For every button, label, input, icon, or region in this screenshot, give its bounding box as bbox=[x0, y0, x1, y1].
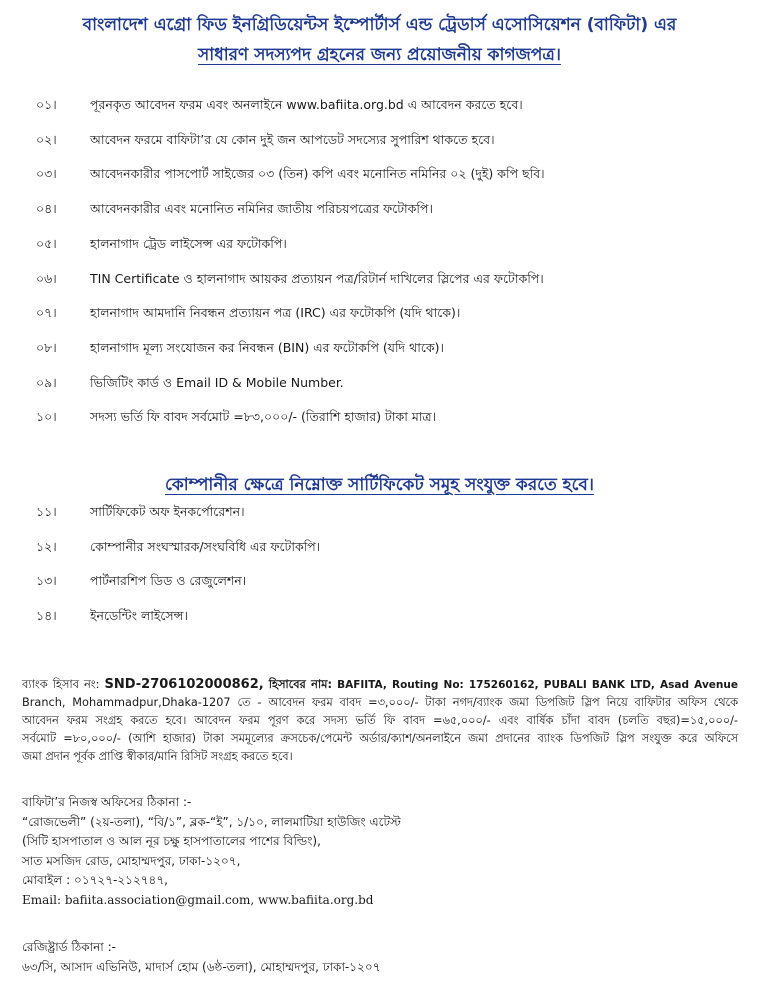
office-line-2: (সিটি হাসপাতাল ও আল নূর চক্ষু হাসপাতালের পাশের বিল্ডিং), bbox=[22, 834, 321, 848]
office-line-1: “রোজভেলী” (২য়-তলা), “বি/১”, ব্লক-“ই”, ১/১০, লালমাটিয়া হাউজিং এটেস্ট bbox=[22, 814, 401, 829]
list-item bbox=[0, 409, 759, 431]
company-heading: কোম্পানীর ক্ষেত্রে নিম্নোক্ত সার্টিফিকেট সমূহ সংযুক্ত করতে হবে। bbox=[165, 475, 594, 495]
registered-address-line: ৬৩/সি, আসাদ এভিনিউ, মাদার্স হোম (৬ষ্ঠ-তলা), মোহাম্মদপুর, ঢাকা-১২০৭ bbox=[22, 960, 381, 974]
list-item bbox=[0, 375, 759, 397]
office-address bbox=[22, 793, 401, 910]
registered-label: রেজিষ্ট্রার্ড ঠিকানা :- bbox=[22, 940, 116, 954]
bank-info bbox=[22, 676, 738, 766]
office-line-3: সাত মসজিদ রোড, মোহাম্মদপুর, ঢাকা-১২০৭, bbox=[22, 853, 241, 868]
item-number: ১৪। bbox=[36, 607, 57, 623]
list-item bbox=[0, 539, 759, 561]
list-item bbox=[0, 608, 759, 630]
list-item bbox=[0, 305, 759, 327]
list-item bbox=[0, 132, 759, 154]
office-mobile: মোবাইল : ০১৭২৭-২১২৭৪৭, bbox=[22, 873, 168, 887]
item-text: আবেদনকারীর এবং মনোনিত নমিনির জাতীয় পরিচয়পত্রের ফটোকপি। bbox=[90, 201, 433, 217]
list-item bbox=[0, 97, 759, 119]
bank-line-1 bbox=[22, 676, 738, 694]
item-text: পার্টনারশিপ ডিড ও রেজুলেশন। bbox=[90, 573, 247, 588]
bank-name-label: হিসাবের নাম: bbox=[268, 678, 332, 691]
item-text: TIN Certificate ও হালনাগাদ আয়কর প্রত্যায়ন পত্র/রিটার্ন দাখিলের স্লিপের এর ফটোকপি। bbox=[90, 270, 544, 286]
office-email: Email: bafiita.association@gmail.com, www.bafiita.org.bd bbox=[22, 892, 374, 907]
bank-line-4: সর্বমোট =৮০,০০০/- (আশি হাজার) টাকা সমমূল্যের ক্রসচেক/পেমেন্ট অর্ডার/ক্যাশ/অনলাইনে জমা প্রদানের ব্যাংক ডিপজিট স্লিপ সংযুক্ত করে অফিসে bbox=[22, 732, 738, 745]
item-number: ০৮। bbox=[36, 339, 57, 355]
list-item bbox=[0, 166, 759, 188]
item-number: ০২। bbox=[36, 131, 57, 147]
item-number: ১২। bbox=[36, 538, 57, 554]
item-number: ০৬। bbox=[36, 270, 57, 286]
item-text: কোম্পানীর সংঘস্মারক/সংঘবিধি এর ফটোকপি। bbox=[90, 538, 321, 554]
item-number: ০৩। bbox=[36, 166, 57, 182]
bank-name-value: BAFIITA, Routing No: 175260162, PUBALI BANK LTD, Asad Avenue bbox=[337, 679, 738, 691]
list-item bbox=[0, 236, 759, 258]
item-text: সদস্য ভর্তি ফি বাবদ সর্বমোট =৮৩,০০০/- (তিরাশি হাজার) টাকা মাত্র। bbox=[90, 409, 437, 425]
page-title-line2: সাধারণ সদস্যপদ গ্রহনের জন্য প্রয়োজনীয় কাগজপত্র। bbox=[198, 45, 561, 65]
item-number: ১১। bbox=[36, 504, 57, 519]
item-text: ভিজিটিং কার্ড ও Email ID & Mobile Number. bbox=[90, 374, 344, 390]
item-text: আবেদন ফরমে বাফিটা’র যে কোন দুই জন আপডেট সদস্যের সুপারিশ থাকতে হবে। bbox=[90, 131, 495, 147]
bank-line-2: Branch, Mohammadpur,Dhaka-1207 তে - আবেদন ফরম বাবদ =৩,০০০/- টাকা নগদ/ব্যাংক জমা ডিপজিট স্লিপ নিয়ে বাফিটার অফিস থেকে bbox=[22, 696, 738, 709]
item-text: পূরনকৃত আবেদন ফরম এবং অনলাইনে www.bafiita.org.bd এ আবেদন করতে হবে। bbox=[90, 97, 523, 112]
item-number: ০৯। bbox=[36, 374, 57, 390]
item-number: ০১। bbox=[36, 97, 57, 112]
item-text: হালনাগাদ মূল্য সংযোজন কর নিবন্ধন (BIN) এর ফটোকপি (যদি থাকে)। bbox=[90, 339, 444, 355]
list-item bbox=[0, 340, 759, 362]
bank-line-5: জমা প্রদান পূর্বক প্রাপ্তি স্বীকার/মানি রিসিট সংগ্রহ করতে হবে। bbox=[22, 750, 293, 763]
bank-account-label: ব্যাংক হিসাব নং: bbox=[22, 678, 100, 691]
list-item bbox=[0, 271, 759, 293]
registered-address bbox=[22, 937, 380, 977]
item-text: সার্টিফিকেট অফ ইনকর্পোরেশন। bbox=[90, 504, 245, 519]
bank-account-number: SND-2706102000862, bbox=[104, 677, 264, 692]
item-number: ০৪। bbox=[36, 201, 57, 217]
office-label: বাফিটা’র নিজস্ব অফিসের ঠিকানা :- bbox=[22, 795, 192, 809]
item-text: হালনাগাদ ট্রেড লাইসেন্স এর ফটোকপি। bbox=[90, 235, 287, 251]
item-text: ইনডেন্টিং লাইসেন্স। bbox=[90, 607, 188, 623]
item-text: হালনাগাদ আমদানি নিবন্ধন প্রত্যায়ন পত্র (IRC) এর ফটোকপি (যদি থাকে)। bbox=[90, 305, 461, 321]
item-text: আবেদনকারীর পাসপোর্ট সাইজের ০৩ (তিন) কপি এবং মনোনিত নমিনির ০২ (দুই) কপি ছবি। bbox=[90, 166, 545, 182]
bank-line-3: আবেদন ফরম সংগ্রহ করতে হবে। আবেদন ফরম পূরণ করে সদস্য ভর্তি ফি বাবদ =৬৫,০০০/- এবং বার্ষিক চাঁদা বাবদ (চলতি বছর)=১৫,০০০/- bbox=[22, 714, 738, 727]
page-title-line1: বাংলাদেশ এগ্রো ফিড ইনগ্রিডিয়েন্টস ইম্পোর্টার্স এন্ড ট্রেডার্স এসোসিয়েশন (বাফিটা) এর bbox=[82, 15, 677, 35]
list-item bbox=[0, 573, 759, 595]
list-item bbox=[0, 201, 759, 223]
list-item bbox=[0, 504, 759, 526]
item-number: ০৫। bbox=[36, 235, 57, 251]
item-number: ০৭। bbox=[36, 305, 57, 321]
item-number: ১০। bbox=[36, 409, 57, 425]
item-number: ১৩। bbox=[36, 573, 57, 588]
